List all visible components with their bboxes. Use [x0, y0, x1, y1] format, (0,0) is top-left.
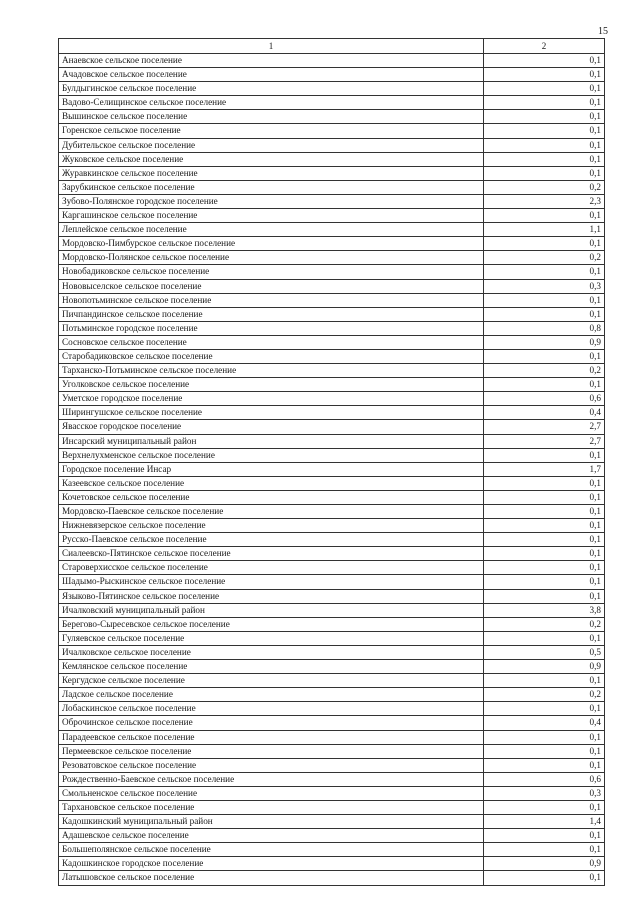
- settlement-value: 0,3: [484, 786, 605, 800]
- settlement-value: 0,1: [484, 166, 605, 180]
- settlement-name: Инсарский муниципальный район: [59, 434, 484, 448]
- settlement-value: 0,1: [484, 265, 605, 279]
- settlement-name: Тархановское сельское поселение: [59, 800, 484, 814]
- settlement-name: Городское поселение Инсар: [59, 462, 484, 476]
- settlement-name: Уголковское сельское поселение: [59, 378, 484, 392]
- settlement-name: Тарханско-Потьминское сельское поселение: [59, 364, 484, 378]
- table-row: [59, 180, 605, 194]
- table-row: [59, 702, 605, 716]
- settlement-name: Кочетовское сельское поселение: [59, 490, 484, 504]
- table-row: [59, 815, 605, 829]
- settlement-value: 0,1: [484, 307, 605, 321]
- settlement-value: 0,1: [484, 54, 605, 68]
- settlement-value: 0,4: [484, 716, 605, 730]
- settlement-value: 0,2: [484, 364, 605, 378]
- settlement-value: 0,1: [484, 589, 605, 603]
- settlement-value: 1,1: [484, 223, 605, 237]
- table-row: [59, 420, 605, 434]
- table-row: [59, 843, 605, 857]
- table-row: [59, 96, 605, 110]
- settlement-name: Горенское сельское поселение: [59, 124, 484, 138]
- settlement-value: 0,1: [484, 378, 605, 392]
- table-row: [59, 223, 605, 237]
- settlement-value: 0,9: [484, 335, 605, 349]
- settlement-value: 0,1: [484, 674, 605, 688]
- table-row: [59, 589, 605, 603]
- settlement-name: Уметское городское поселение: [59, 392, 484, 406]
- settlement-value: 0,1: [484, 68, 605, 82]
- settlement-value: 0,1: [484, 561, 605, 575]
- settlement-name: Староверхисское сельское поселение: [59, 561, 484, 575]
- header-col-1: 1: [59, 39, 484, 54]
- settlement-name: Шадымо-Рыскинское сельское поселение: [59, 575, 484, 589]
- settlement-value: 0,1: [484, 829, 605, 843]
- settlement-value: 0,1: [484, 82, 605, 96]
- table-row: [59, 829, 605, 843]
- settlement-value: 0,1: [484, 448, 605, 462]
- table-row: [59, 265, 605, 279]
- settlement-value: 0,8: [484, 321, 605, 335]
- header-row: [59, 39, 605, 54]
- page-number: 15: [598, 26, 608, 37]
- table-row: [59, 730, 605, 744]
- settlement-value: 0,9: [484, 660, 605, 674]
- settlement-name: Вышинское сельское поселение: [59, 110, 484, 124]
- settlement-name: Резоватовское сельское поселение: [59, 758, 484, 772]
- settlement-name: Кемлянское сельское поселение: [59, 660, 484, 674]
- settlement-value: 0,1: [484, 730, 605, 744]
- table-row: [59, 716, 605, 730]
- table-body: [59, 54, 605, 886]
- settlement-name: Жуковское сельское поселение: [59, 152, 484, 166]
- table-row: [59, 660, 605, 674]
- table-row: [59, 138, 605, 152]
- table-row: [59, 476, 605, 490]
- table-row: [59, 321, 605, 335]
- table-row: [59, 166, 605, 180]
- settlement-name: Ладское сельское поселение: [59, 688, 484, 702]
- settlement-name: Латышовское сельское поселение: [59, 871, 484, 885]
- settlement-value: 0,2: [484, 688, 605, 702]
- settlement-value: 0,1: [484, 476, 605, 490]
- table-row: [59, 307, 605, 321]
- table-row: [59, 349, 605, 363]
- table-row: [59, 786, 605, 800]
- table-row: [59, 505, 605, 519]
- table-row: [59, 547, 605, 561]
- settlement-value: 0,1: [484, 110, 605, 124]
- data-table: [58, 38, 605, 886]
- settlement-value: 1,7: [484, 462, 605, 476]
- settlement-value: 2,7: [484, 420, 605, 434]
- settlement-name: Сосновское сельское поселение: [59, 335, 484, 349]
- settlement-name: Ичалковский муниципальный район: [59, 603, 484, 617]
- table-row: [59, 110, 605, 124]
- table-row: [59, 688, 605, 702]
- table-row: [59, 631, 605, 645]
- settlement-value: 0,1: [484, 505, 605, 519]
- settlement-name: Нововыселское сельское поселение: [59, 279, 484, 293]
- table-row: [59, 335, 605, 349]
- settlement-value: 0,1: [484, 702, 605, 716]
- table-row: [59, 378, 605, 392]
- settlement-value: 3,8: [484, 603, 605, 617]
- settlement-value: 1,4: [484, 815, 605, 829]
- settlement-name: Ичалковское сельское поселение: [59, 645, 484, 659]
- settlement-name: Каргашинское сельское поселение: [59, 209, 484, 223]
- settlement-value: 0,9: [484, 857, 605, 871]
- table-row: [59, 744, 605, 758]
- settlement-value: 0,1: [484, 843, 605, 857]
- table-row: [59, 54, 605, 68]
- settlement-value: 0,1: [484, 744, 605, 758]
- settlement-value: 2,3: [484, 194, 605, 208]
- table-row: [59, 674, 605, 688]
- table-row: [59, 758, 605, 772]
- settlement-value: 0,1: [484, 237, 605, 251]
- table-row: [59, 209, 605, 223]
- settlement-name: Кадошкинский муниципальный район: [59, 815, 484, 829]
- table-row: [59, 603, 605, 617]
- table-row: [59, 392, 605, 406]
- settlement-name: Мордовско-Полянское сельское поселение: [59, 251, 484, 265]
- settlement-value: 0,1: [484, 533, 605, 547]
- table-row: [59, 617, 605, 631]
- settlement-name: Адашевское сельское поселение: [59, 829, 484, 843]
- settlement-name: Булдыгинское сельское поселение: [59, 82, 484, 96]
- settlement-value: 0,2: [484, 251, 605, 265]
- settlement-name: Кадошкинское городское поселение: [59, 857, 484, 871]
- table-row: [59, 237, 605, 251]
- settlement-value: 0,5: [484, 645, 605, 659]
- settlement-name: Нижневязерское сельское поселение: [59, 519, 484, 533]
- table-row: [59, 533, 605, 547]
- settlement-name: Оброчинское сельское поселение: [59, 716, 484, 730]
- settlement-name: Новопотьминское сельское поселение: [59, 293, 484, 307]
- table-row: [59, 152, 605, 166]
- settlement-name: Ширингушское сельское поселение: [59, 406, 484, 420]
- settlement-name: Явасское городское поселение: [59, 420, 484, 434]
- settlement-name: Мордовско-Пимбурское сельское поселение: [59, 237, 484, 251]
- settlement-name: Пичпандинское сельское поселение: [59, 307, 484, 321]
- settlement-name: Большеполянское сельское поселение: [59, 843, 484, 857]
- settlement-name: Смольненское сельское поселение: [59, 786, 484, 800]
- table-row: [59, 293, 605, 307]
- table-row: [59, 68, 605, 82]
- table-row: [59, 519, 605, 533]
- table-row: [59, 871, 605, 885]
- settlement-name: Старобадиковское сельское поселение: [59, 349, 484, 363]
- settlement-value: 0,2: [484, 617, 605, 631]
- settlement-name: Рождественно-Баевское сельское поселение: [59, 772, 484, 786]
- settlement-value: 0,1: [484, 547, 605, 561]
- table-row: [59, 575, 605, 589]
- table-row: [59, 194, 605, 208]
- settlement-value: 0,1: [484, 124, 605, 138]
- settlement-name: Сиалеевско-Пятинское сельское поселение: [59, 547, 484, 561]
- settlement-value: 0,1: [484, 758, 605, 772]
- settlement-name: Ачадовское сельское поселение: [59, 68, 484, 82]
- settlement-value: 0,1: [484, 519, 605, 533]
- settlement-value: 0,4: [484, 406, 605, 420]
- settlement-name: Вадово-Селищинское сельское поселение: [59, 96, 484, 110]
- settlement-name: Парадеевское сельское поселение: [59, 730, 484, 744]
- settlement-value: 0,1: [484, 138, 605, 152]
- settlement-value: 0,1: [484, 209, 605, 223]
- settlement-value: 0,3: [484, 279, 605, 293]
- table-row: [59, 448, 605, 462]
- settlement-value: 0,6: [484, 772, 605, 786]
- settlement-name: Казеевское сельское поселение: [59, 476, 484, 490]
- header-col-2: 2: [484, 39, 605, 54]
- table-row: [59, 800, 605, 814]
- settlement-value: 2,7: [484, 434, 605, 448]
- table-row: [59, 645, 605, 659]
- settlement-name: Журавкинское сельское поселение: [59, 166, 484, 180]
- table-row: [59, 279, 605, 293]
- settlement-name: Лобаскинское сельское поселение: [59, 702, 484, 716]
- settlement-name: Зарубкинское сельское поселение: [59, 180, 484, 194]
- table-row: [59, 82, 605, 96]
- settlement-value: 0,1: [484, 631, 605, 645]
- table-row: [59, 364, 605, 378]
- settlement-name: Мордовско-Паевское сельское поселение: [59, 505, 484, 519]
- settlement-name: Кергудское сельское поселение: [59, 674, 484, 688]
- table-row: [59, 772, 605, 786]
- table-row: [59, 490, 605, 504]
- settlement-name: Потьминское городское поселение: [59, 321, 484, 335]
- settlement-name: Языково-Пятинское сельское поселение: [59, 589, 484, 603]
- settlement-value: 0,1: [484, 490, 605, 504]
- settlement-name: Анаевское сельское поселение: [59, 54, 484, 68]
- settlement-name: Леплейское сельское поселение: [59, 223, 484, 237]
- settlement-name: Гуляевское сельское поселение: [59, 631, 484, 645]
- settlement-value: 0,2: [484, 180, 605, 194]
- settlement-value: 0,1: [484, 871, 605, 885]
- settlement-name: Пермеевское сельское поселение: [59, 744, 484, 758]
- table-row: [59, 462, 605, 476]
- settlement-value: 0,1: [484, 575, 605, 589]
- table-row: [59, 251, 605, 265]
- settlement-name: Русско-Паевское сельское поселение: [59, 533, 484, 547]
- settlement-value: 0,6: [484, 392, 605, 406]
- table-row: [59, 857, 605, 871]
- settlement-value: 0,1: [484, 152, 605, 166]
- settlement-value: 0,1: [484, 293, 605, 307]
- table-row: [59, 406, 605, 420]
- settlement-name: Дубительское сельское поселение: [59, 138, 484, 152]
- table-row: [59, 434, 605, 448]
- settlement-value: 0,1: [484, 96, 605, 110]
- settlement-value: 0,1: [484, 800, 605, 814]
- settlement-name: Берегово-Сыресевское сельское поселение: [59, 617, 484, 631]
- settlement-value: 0,1: [484, 349, 605, 363]
- table-row: [59, 124, 605, 138]
- settlement-name: Зубово-Полянское городское поселение: [59, 194, 484, 208]
- table-row: [59, 561, 605, 575]
- settlement-name: Новобадиковское сельское поселение: [59, 265, 484, 279]
- settlement-name: Верхнелухменское сельское поселение: [59, 448, 484, 462]
